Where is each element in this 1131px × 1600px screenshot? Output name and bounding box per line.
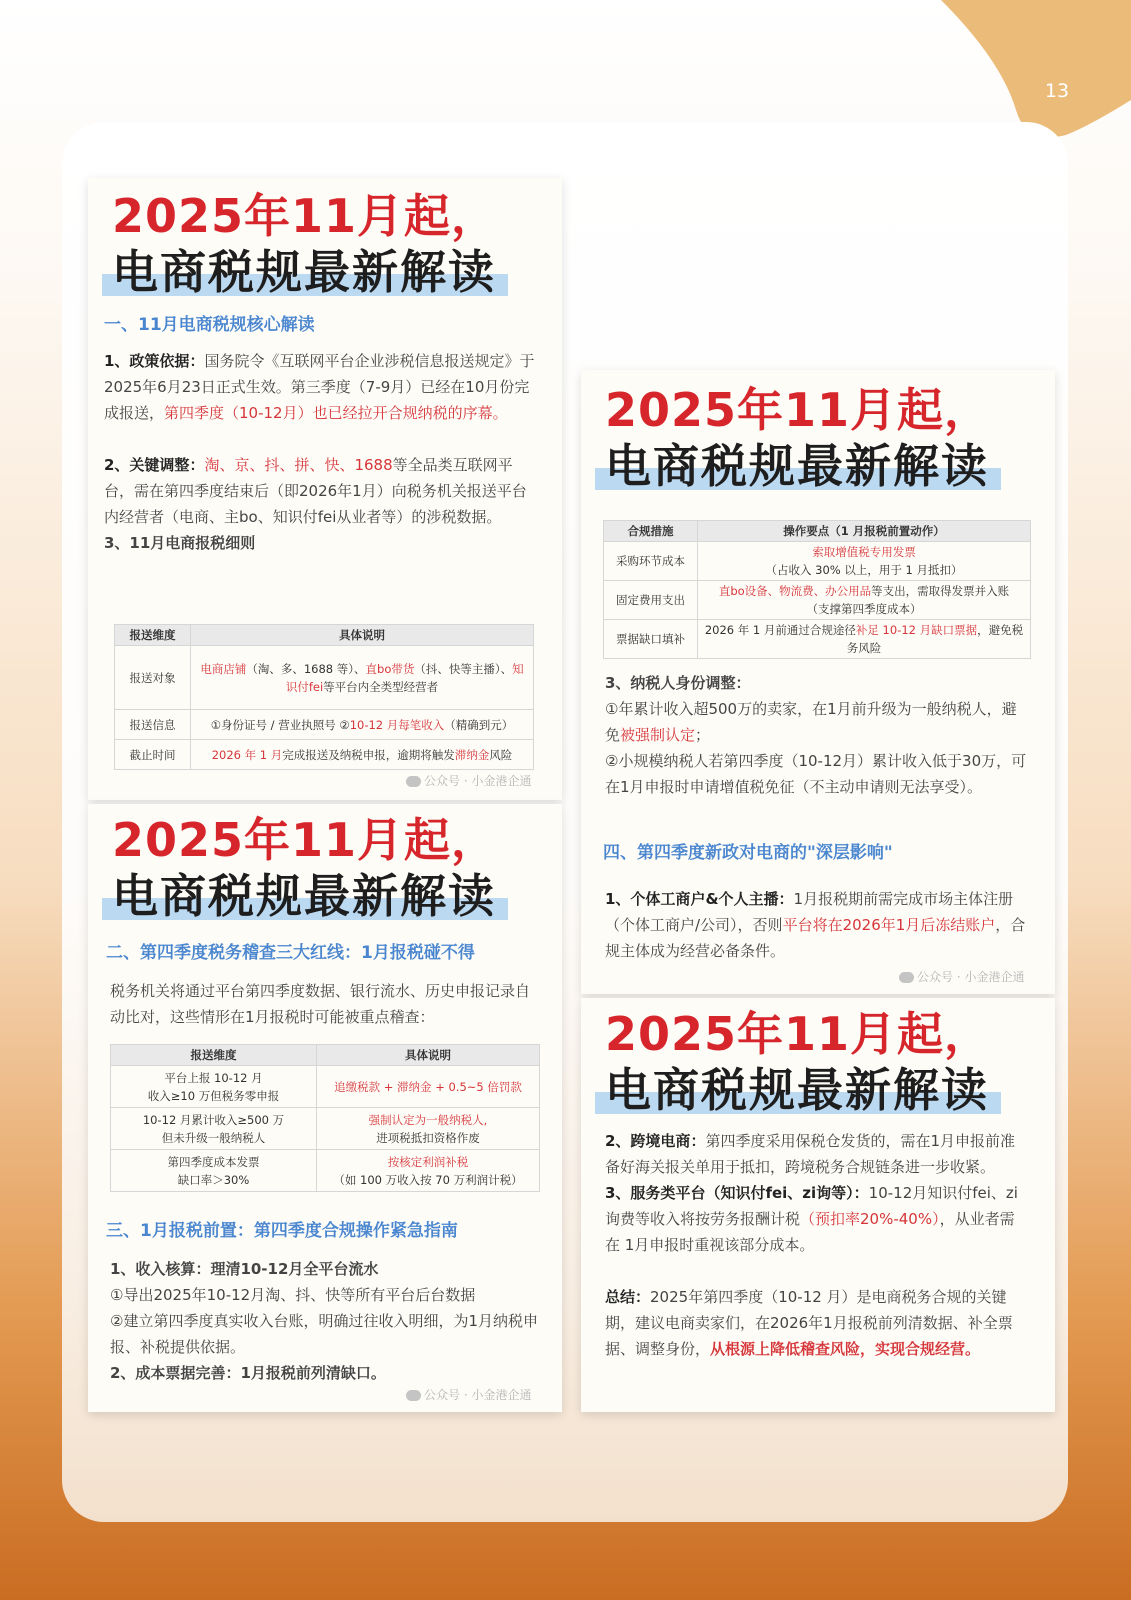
table-row: 10-12 月累计收入≥500 万 但未升级一般纳税人 强制认定为一般纳税人, 进项税抵扣资格作废 xyxy=(111,1108,540,1150)
data-table: 合规措施 操作要点（1 月报税前置动作） 采购环节成本 索取增值税专用发票 （占收入 30% 以上，用于 1 月抵扣） 固定费用支出 直bo设备、物流费、办公用品等支出，需取得发票并入账 （支撑第四季度成本） 票据缺口填补 2026 年 1 月前通过合规途径补足 10-12 月缺口票据，避免税务风险 xyxy=(603,520,1031,659)
table-row: 第四季度成本发票 缺口率＞30% 按核定利润补税 （如 100 万收入按 70 万利润计税） xyxy=(111,1150,540,1192)
table-row: 采购环节成本 索取增值税专用发票 （占收入 30% 以上，用于 1 月抵扣） xyxy=(604,542,1031,581)
heading-line2: 电商税规最新解读 xyxy=(605,1062,989,1118)
paragraph: ①年累计收入超500万的卖家，在1月前升级为一般纳税人，避免被强制认定； xyxy=(605,700,1017,744)
table-row: 票据缺口填补 2026 年 1 月前通过合规途径补足 10-12 月缺口票据，避免税务风险 xyxy=(604,620,1031,659)
heading-line2: 电商税规最新解读 xyxy=(112,244,496,300)
corner-decoration xyxy=(941,0,1131,140)
table-row: 截止时间 2026 年 1 月完成报送及纳税申报，逾期将触发滞纳金风险 xyxy=(115,740,534,770)
paragraph: 总结：2025年第四季度（10-12 月）是电商税务合规的关键期，建议电商卖家们，在2026年1月报税前列清数据、补全票据、调整身份，从根源上降低稽查风险，实现合规经营。 xyxy=(605,1288,1013,1358)
paragraph: 3、服务类平台（知识付fei、zi询等）：10-12月知识付fei、zi询费等收入将按劳务报酬计税（预扣率20%-40%），从业者需在 1月申报时重视该部分成本。 xyxy=(605,1184,1018,1254)
table-row: 报送对象 电商店铺（淘、多、1688 等）、直bo带货（抖、快等主播）、知识付fei等平台内全类型经营者 xyxy=(115,646,534,710)
paragraph: 2、关键调整：淘、京、抖、拼、快、1688等全品类互联网平台，需在第四季度结束后（即2026年1月）向税务机关报送平台内经营者（电商、主bo、知识付fei从业者等）的涉税数据。 xyxy=(104,456,527,526)
card-4 xyxy=(581,998,1055,1412)
card-1 xyxy=(88,178,562,800)
heading-line1: 2025年11月起， xyxy=(605,383,992,437)
paragraph: 3、纳税人身份调整： xyxy=(605,674,751,692)
table-row: 平台上报 10-12 月 收入≥10 万但税务零申报 追缴税款 + 滞纳金 + 0.5~5 倍罚款 xyxy=(111,1066,540,1108)
section-title: 三、1月报税前置：第四季度合规操作紧急指南 xyxy=(106,1221,458,1241)
heading-line2: 电商税规最新解读 xyxy=(605,438,989,494)
heading-line2: 电商税规最新解读 xyxy=(112,868,496,924)
heading-line1: 2025年11月起， xyxy=(605,1007,992,1061)
paragraph: 1、收入核算：理清10-12月全平台流水 xyxy=(110,1260,379,1278)
wechat-icon xyxy=(899,972,914,983)
wechat-icon xyxy=(406,776,421,787)
paragraph: ②小规模纳税人若第四季度（10-12月）累计收入低于30万，可在1月申报时申请增值税免征（不主动申请则无法享受）。 xyxy=(605,752,1027,796)
page-number: 13 xyxy=(1044,80,1070,102)
card-2 xyxy=(88,804,562,1412)
section-title: 四、第四季度新政对电商的"深层影响" xyxy=(603,843,893,863)
table-row: 固定费用支出 直bo设备、物流费、办公用品等支出，需取得发票并入账 （支撑第四季度成本） xyxy=(604,581,1031,620)
paragraph: ②建立第四季度真实收入台账，明确过往收入明细，为1月纳税申报、补税提供依据。 xyxy=(110,1312,538,1356)
table-row: 报送信息 ①身份证号 / 营业执照号 ②10-12 月每笔收入（精确到元） xyxy=(115,710,534,740)
card-3 xyxy=(581,370,1055,994)
watermark: 公众号 · 小金港企通 xyxy=(406,1386,531,1403)
section-title: 二、第四季度税务稽查三大红线：1月报税碰不得 xyxy=(106,943,475,963)
paragraph: 2、跨境电商：第四季度采用保税仓发货的，需在1月申报前准备好海关报关单用于抵扣，跨境税务合规链条进一步收紧。 xyxy=(605,1132,1015,1176)
data-table: 报送维度 具体说明 报送对象 电商店铺（淘、多、1688 等）、直bo带货（抖、快等主播）、知识付fei等平台内全类型经营者 报送信息 ①身份证号 / 营业执照号 ②10-12 月每笔收入（精确到元） 截止时间 2026 年 1 月完成报送及纳税申报，逾期将触发滞纳金风险 xyxy=(114,624,534,770)
wechat-icon xyxy=(406,1390,421,1401)
paragraph: 1、个体工商户&个人主播：1月报税期前需完成市场主体注册（个体工商户/公司），否则平台将在2026年1月后冻结账户，合规主体成为经营必备条件。 xyxy=(605,890,1026,960)
paragraph: 3、11月电商报税细则 xyxy=(104,534,256,552)
watermark: 公众号 · 小金港企通 xyxy=(406,772,531,789)
heading-line1: 2025年11月起， xyxy=(112,813,499,867)
data-table: 报送维度 具体说明 平台上报 10-12 月 收入≥10 万但税务零申报 追缴税款 + 滞纳金 + 0.5~5 倍罚款 10-12 月累计收入≥500 万 但未升级一般纳税人 强制认定为一般纳税人, 进项税抵扣资格作废 第四季度成本发票 缺口率＞30% 按核定利润补税 （如 100 万收入按 70 万利润计税） xyxy=(110,1044,540,1192)
paragraph: ①导出2025年10-12月淘、抖、快等所有平台后台数据 xyxy=(110,1286,476,1304)
watermark: 公众号 · 小金港企通 xyxy=(899,968,1024,985)
paragraph: 2、成本票据完善：1月报税前列清缺口。 xyxy=(110,1364,386,1382)
section-title: 一、11月电商税规核心解读 xyxy=(104,315,315,335)
paragraph: 税务机关将通过平台第四季度数据、银行流水、历史申报记录自动比对，这些情形在1月报税时可能被重点稽查： xyxy=(110,982,531,1026)
heading-line1: 2025年11月起， xyxy=(112,189,499,243)
paragraph: 1、政策依据：国务院令《互联网平台企业涉税信息报送规定》于2025年6月23日正式生效。第三季度（7-9月）已经在10月份完成报送，第四季度（10-12月）也已经拉开合规纳税的序幕。 xyxy=(104,352,535,422)
